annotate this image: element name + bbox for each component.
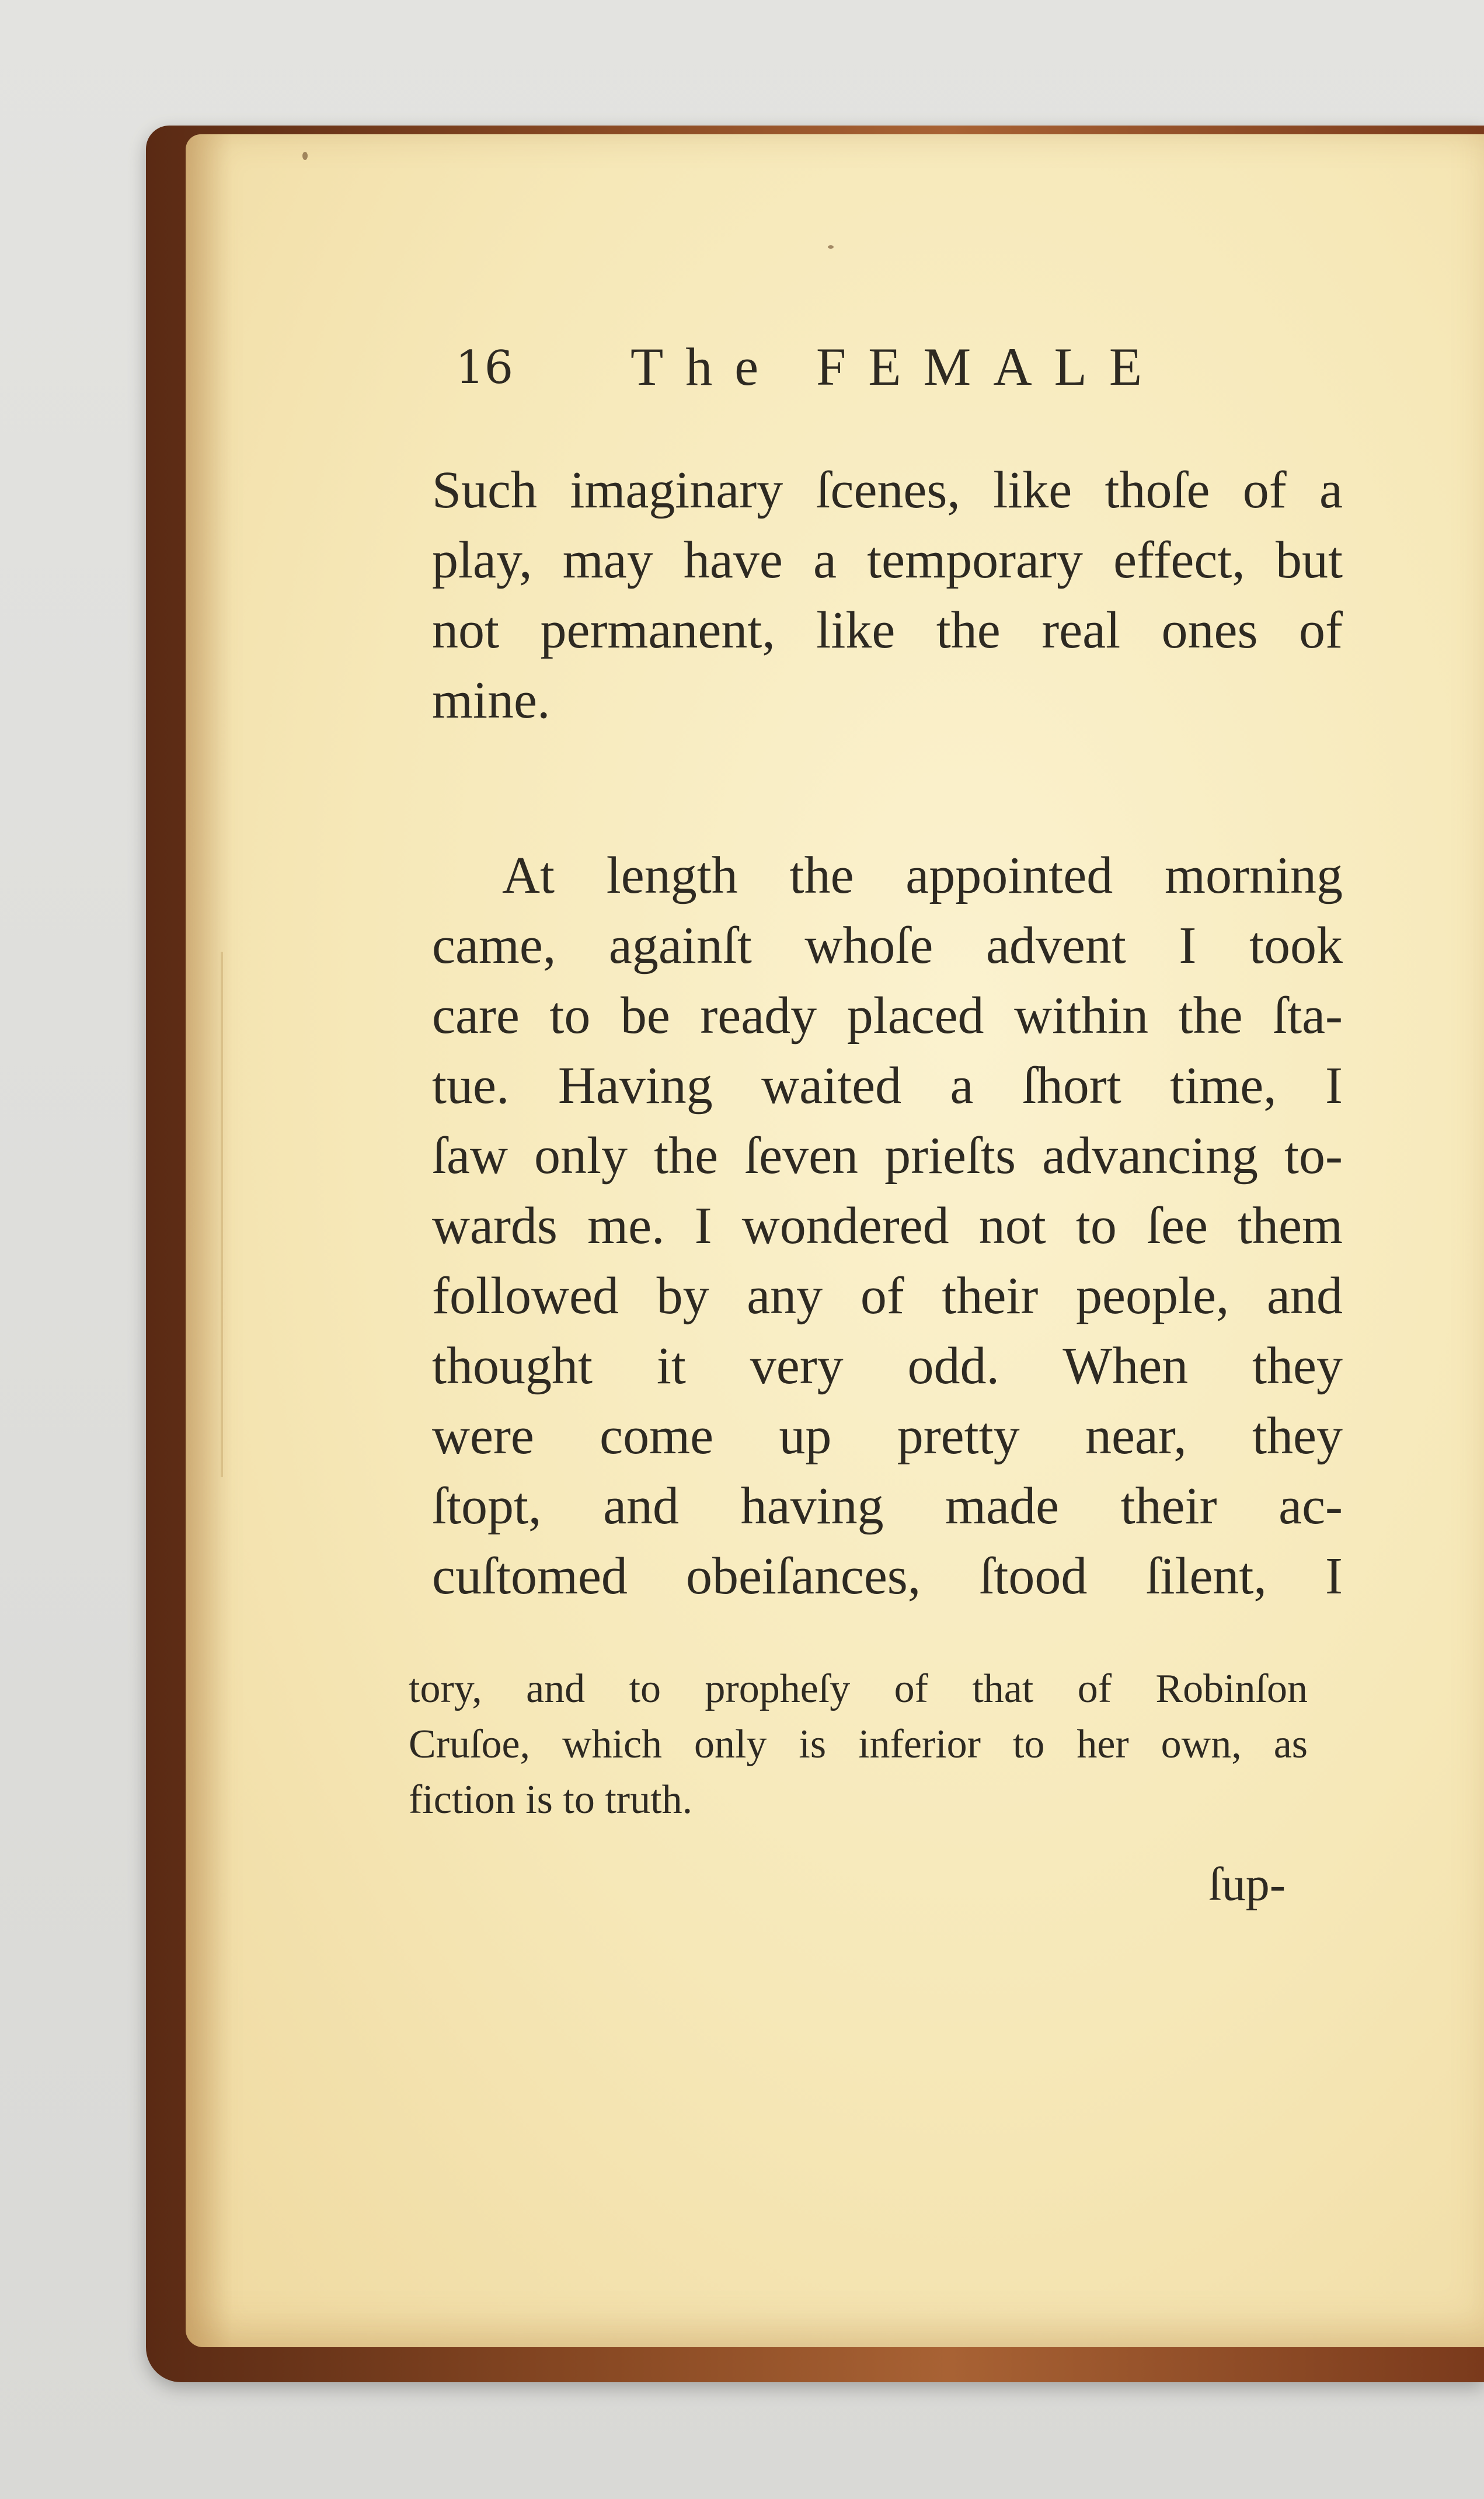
- text-line: play, may have a temporary effect, but: [432, 531, 1343, 589]
- text-line: thought it very odd. When they: [432, 1337, 1343, 1395]
- text-line: mine.: [432, 671, 551, 729]
- text-line: came, againſt whoſe advent I took: [432, 917, 1343, 974]
- text-line: Such imaginary ſcenes, like thoſe of a: [432, 461, 1343, 519]
- text-line: ſaw only the ſeven prieſts advancing to-: [432, 1127, 1343, 1185]
- text-line: followed by any of their people, and: [432, 1267, 1343, 1325]
- footnote-line: Cruſoe, which only is inferior to her own, as: [409, 1722, 1308, 1767]
- ink-speck: [302, 152, 308, 160]
- running-head: The FEMALE: [630, 337, 1165, 396]
- text-line: tue. Having waited a ſhort time, I: [432, 1057, 1343, 1115]
- paragraph-gap: [432, 736, 1343, 841]
- footnote: [409, 1661, 1308, 1828]
- page-number: 16: [455, 342, 514, 394]
- footnote-line: fiction is to truth.: [409, 1777, 693, 1822]
- text-line: cuſtomed obeiſances, ſtood ſilent, I: [432, 1547, 1343, 1605]
- text-line: wards me. I wondered not to ſee them: [432, 1197, 1343, 1255]
- text-line: were come up pretty near, they: [432, 1407, 1343, 1465]
- footnote-line: tory, and to propheſy of that of Robinſon: [409, 1666, 1308, 1711]
- ink-speck: [828, 245, 834, 249]
- page-stain: [221, 952, 223, 1477]
- text-line: At length the appointed morning: [502, 847, 1343, 904]
- text-line: care to be ready placed within the ſta-: [432, 987, 1343, 1045]
- page-header: [455, 336, 1208, 412]
- text-line: not permanent, like the real ones of: [432, 601, 1343, 659]
- text-line: ſtopt, and having made their ac-: [432, 1477, 1343, 1535]
- body-text: [432, 455, 1343, 1612]
- catchword: ſup-: [1208, 1857, 1286, 1910]
